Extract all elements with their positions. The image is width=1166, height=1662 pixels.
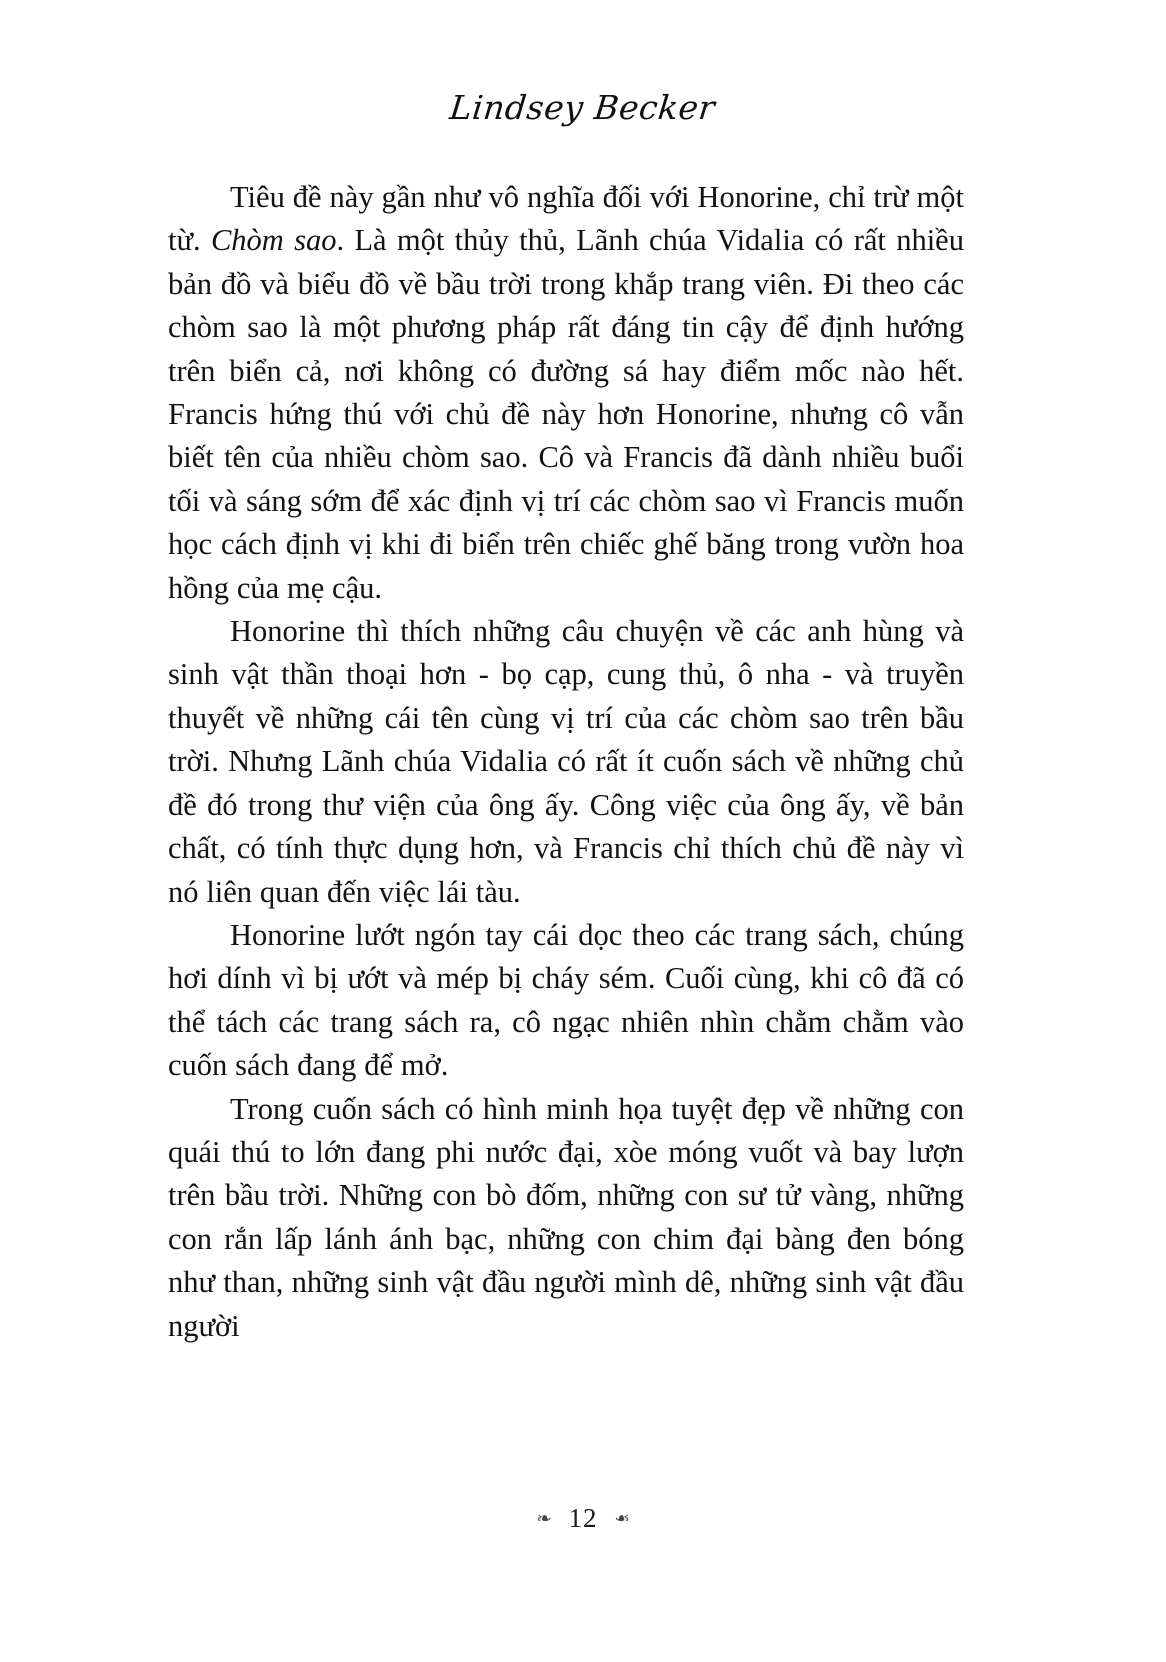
- body-text-block: [168, 176, 964, 1348]
- page-footer: [0, 1503, 1166, 1534]
- running-head-text: Lindsey Becker: [448, 88, 718, 127]
- fleuron-ornament-left-icon: ❧: [536, 1509, 553, 1528]
- paragraph-1-run-3: . Là một thủy thủ, Lãnh chúa Vidalia có rất nhiều bản đồ và biểu đồ về bầu trời trong khắp trang viên. Đi theo các chòm sao là một phương pháp rất đáng tin cậy để định hướng trên biển cả, nơi không có đường sá hay điểm mốc nào hết. Francis hứng thú với chủ đề này hơn Honorine, nhưng cô vẫn biết tên của nhiều chòm sao. Cô và Francis đã dành nhiều buổi tối và sáng sớm để xác định vị trí các chòm sao vì Francis muốn học cách định vị khi đi biển trên chiếc ghế băng trong vườn hoa hồng của mẹ cậu.: [168, 223, 964, 605]
- paragraph-3-run-1: Honorine lướt ngón tay cái dọc theo các trang sách, chúng hơi dính vì bị ướt và mép bị cháy sém. Cuối cùng, khi cô đã có thể tách các trang sách ra, cô ngạc nhiên nhìn chằm chằm vào cuốn sách đang để mở.: [168, 917, 964, 1083]
- paragraph-3: [168, 914, 964, 1088]
- paragraph-2: [168, 610, 964, 914]
- paragraph-2-run-1: Honorine thì thích những câu chuyện về các anh hùng và sinh vật thần thoại hơn - bọ cạp, cung thủ, ô nha - và truyền thuyết về những cái tên cùng vị trí của các chòm sao trên bầu trời. Nhưng Lãnh chúa Vidalia có rất ít cuốn sách về những chủ đề đó trong thư viện của ông ấy. Công việc của ông ấy, về bản chất, có tính thực dụng hơn, và Francis chỉ thích chủ đề này vì nó liên quan đến việc lái tàu.: [168, 614, 964, 909]
- fleuron-ornament-right-icon: ❧: [613, 1509, 630, 1528]
- paragraph-4: [168, 1088, 964, 1348]
- running-head: [0, 88, 1166, 127]
- paragraph-1-run-1: Tiêu đề này gần như vô nghĩa đối với Honorine, chỉ trừ một từ.: [168, 180, 964, 258]
- page-number: 12: [568, 1503, 598, 1533]
- paragraph-1: [168, 176, 964, 610]
- paragraph-1-run-2-italic: Chòm sao: [210, 223, 337, 258]
- paragraph-4-run-1: Trong cuốn sách có hình minh họa tuyệt đẹp về những con quái thú to lớn đang phi nước đại, xòe móng vuốt và bay lượn trên bầu trời. Những con bò đốm, những con sư tử vàng, những con rắn lấp lánh ánh bạc, những con chim đại bàng đen bóng như than, những sinh vật đầu người mình dê, những sinh vật đầu người: [168, 1091, 964, 1343]
